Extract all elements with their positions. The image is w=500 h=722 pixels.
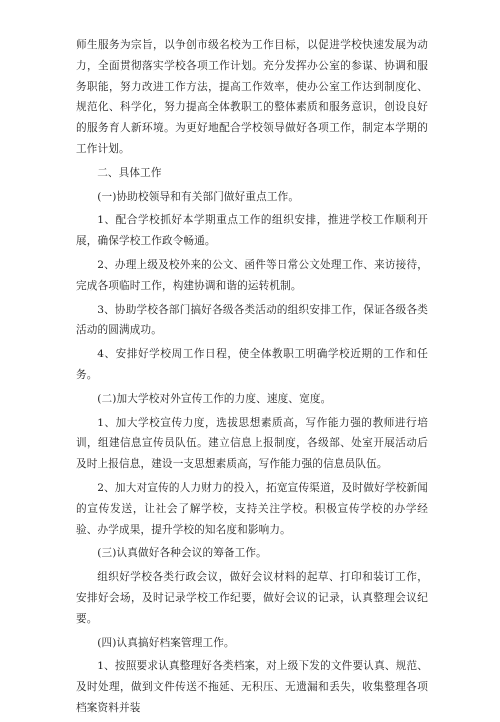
body-paragraph: 2、加大对宣传的人力财力的投入，拓宽宣传渠道，及时做好学校新闻的宣传发送，让社会了解学校，支持关注学校。积极宣传学校的办学经验、办学成果，提升学校的知名度和影响力。 (76, 481, 428, 536)
subsection-heading: (一)协助校领导和有关部门做好重点工作。 (97, 190, 300, 203)
subsection-heading: (三)认真做好各种会议的筹备工作。 (97, 547, 267, 560)
body-paragraph: 3、协助学校各部门搞好各级各类活动的组织安排工作，保证各级各类活动的圆满成功。 (76, 303, 428, 337)
body-paragraph: 师生服务为宗旨，以争创市级名校为工作目标，以促进学校快速发展为动力，全面贯彻落实学校各项工作计划。充分发挥办公室的参谋、协调和服务职能，努力改进工作方法，提高工作效率，使办公室工作达到制度化、规范化、科学化，努力提高全体教职工的整体素质和服务意识，创设良好的服务育人新环境。为更好地配合学校领导做好各项工作，制定本学期的工作计划。 (76, 39, 428, 155)
document-body (76, 35, 428, 722)
body-paragraph: 2、办理上级及校外来的公文、函件等日常公文处理工作、来访接待，完成各项临时工作，构建协调和谐的运转机制。 (76, 258, 428, 292)
body-paragraph: 4、安排好学校周工作日程，使全体教职工明确学校近期的工作和任务。 (76, 348, 428, 381)
section-heading: 二、具体工作 (97, 166, 162, 179)
body-paragraph: 组织好学校各类行政会议，做好会议材料的起草、打印和装订工作，安排好会场，及时记录学校工作纪要，做好会议的记录，认真整理会议纪要。 (76, 571, 428, 625)
body-paragraph: 1、加大学校宣传力度，选拔思想素质高，写作能力强的教师进行培训，组建信息宣传员队伍。建立信息上报制度，各级部、处室开展活动后及时上报信息，建设一支思想素质高，写作能力强的信息员队伍。 (76, 416, 428, 471)
body-paragraph: 1、配合学校抓好本学期重点工作的组织安排，推进学校工作顺利开展，确保学校工作政令畅通。 (76, 214, 428, 248)
subsection-heading: (四)认真搞好档案管理工作。 (97, 636, 235, 649)
body-paragraph: 1、按照要求认真整理好各类档案，对上级下发的文件要认真、规范、及时处理，做到文件传送不拖延、无积压、无遗漏和丢失，收集整理各项档案资料并装 (76, 660, 428, 714)
subsection-heading: (二)加大学校对外宣传工作的力度、速度、宽度。 (97, 392, 332, 405)
